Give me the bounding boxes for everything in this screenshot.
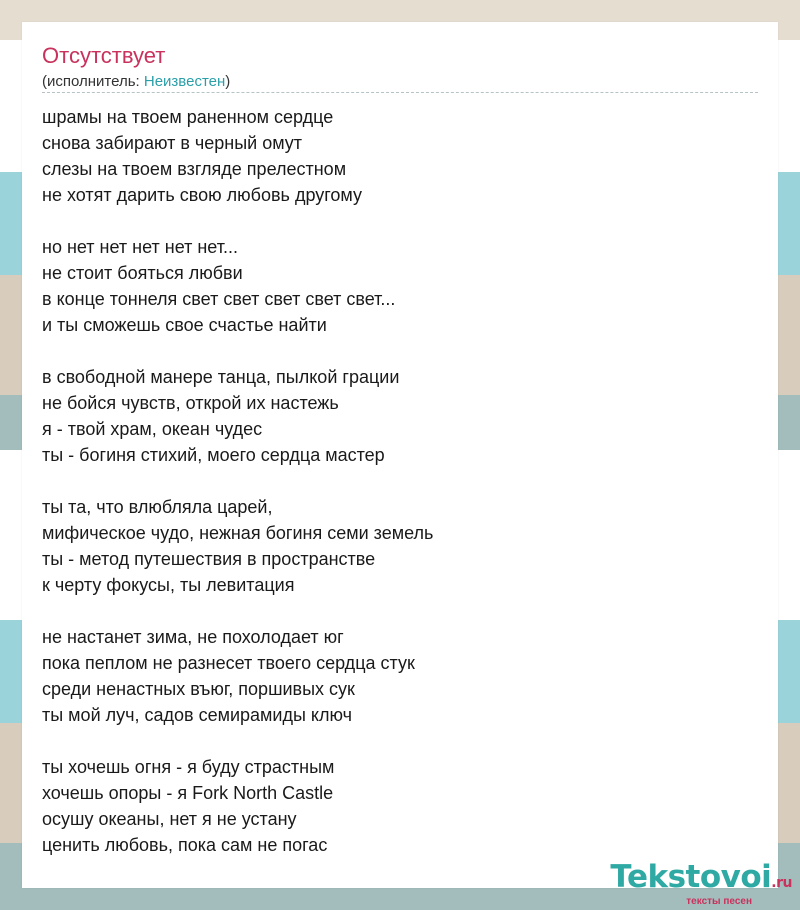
stanza: [42, 364, 742, 468]
title-divider: [42, 92, 758, 93]
lyric-line: ты - богиня стихий, моего сердца мастер: [42, 445, 385, 465]
logo-wordmark: [610, 860, 792, 900]
lyric-line: к черту фокусы, ты левитация: [42, 575, 295, 595]
lyric-line: снова забирают в черный омут: [42, 133, 303, 153]
lyric-line: слезы на твоем взгляде прелестном: [42, 159, 347, 179]
lyric-line: но нет нет нет нет нет...: [42, 237, 238, 257]
lyric-line: в конце тоннеля свет свет свет свет свет...: [42, 289, 396, 309]
lyric-line: осушу океаны, нет я не устану: [42, 809, 297, 829]
performer-suffix: ): [225, 73, 231, 90]
lyric-line: шрамы на твоем раненном сердце: [42, 107, 334, 127]
lyric-line: мифическое чудо, нежная богиня семи земель: [42, 523, 434, 543]
lyric-line: не настанет зима, не похолодает юг: [42, 627, 344, 647]
lyric-line: не хотят дарить свою любовь другому: [42, 185, 363, 205]
performer-link[interactable]: Неизвестен: [143, 73, 226, 90]
stanza: [42, 494, 742, 598]
lyric-line: я - твой храм, океан чудес: [42, 419, 263, 439]
lyric-line: хочешь опоры - я Fork North Castle: [42, 783, 334, 803]
stanza: [42, 234, 742, 338]
lyric-line: пока пеплом не разнесет твоего сердца стук: [42, 653, 415, 673]
stanza: [42, 104, 742, 208]
lyric-line: ты та, что влюбляла царей,: [42, 497, 273, 517]
stanza: [42, 754, 742, 858]
lyric-line: ценить любовь, пока сам не погас: [42, 835, 328, 855]
lyric-line: и ты сможешь свое счастье найти: [42, 315, 327, 335]
lyric-line: в свободной манере танца, пылкой грации: [42, 367, 400, 387]
lyric-line: ты хочешь огня - я буду страстным: [42, 757, 335, 777]
logo-domain: .ru: [771, 875, 792, 891]
stanza: [42, 624, 742, 728]
performer-prefix: (исполнитель:: [42, 73, 144, 90]
lyric-line: не стоит бояться любви: [42, 263, 243, 283]
lyric-line: среди ненастных въюг, поршивых сук: [42, 679, 355, 699]
logo-tagline: тексты песен: [686, 896, 752, 907]
site-logo[interactable]: [610, 860, 792, 908]
lyrics-body: [42, 104, 742, 884]
song-title: Отсутствует: [42, 43, 166, 68]
lyrics-card: [22, 22, 778, 888]
lyric-line: не бойся чувств, открой их настежь: [42, 393, 339, 413]
lyric-line: ты - метод путешествия в пространстве: [42, 549, 376, 569]
logo-main-text: Tekstovoi: [610, 859, 772, 895]
performer-line: [42, 72, 230, 92]
lyric-line: ты мой луч, садов семирамиды ключ: [42, 705, 352, 725]
